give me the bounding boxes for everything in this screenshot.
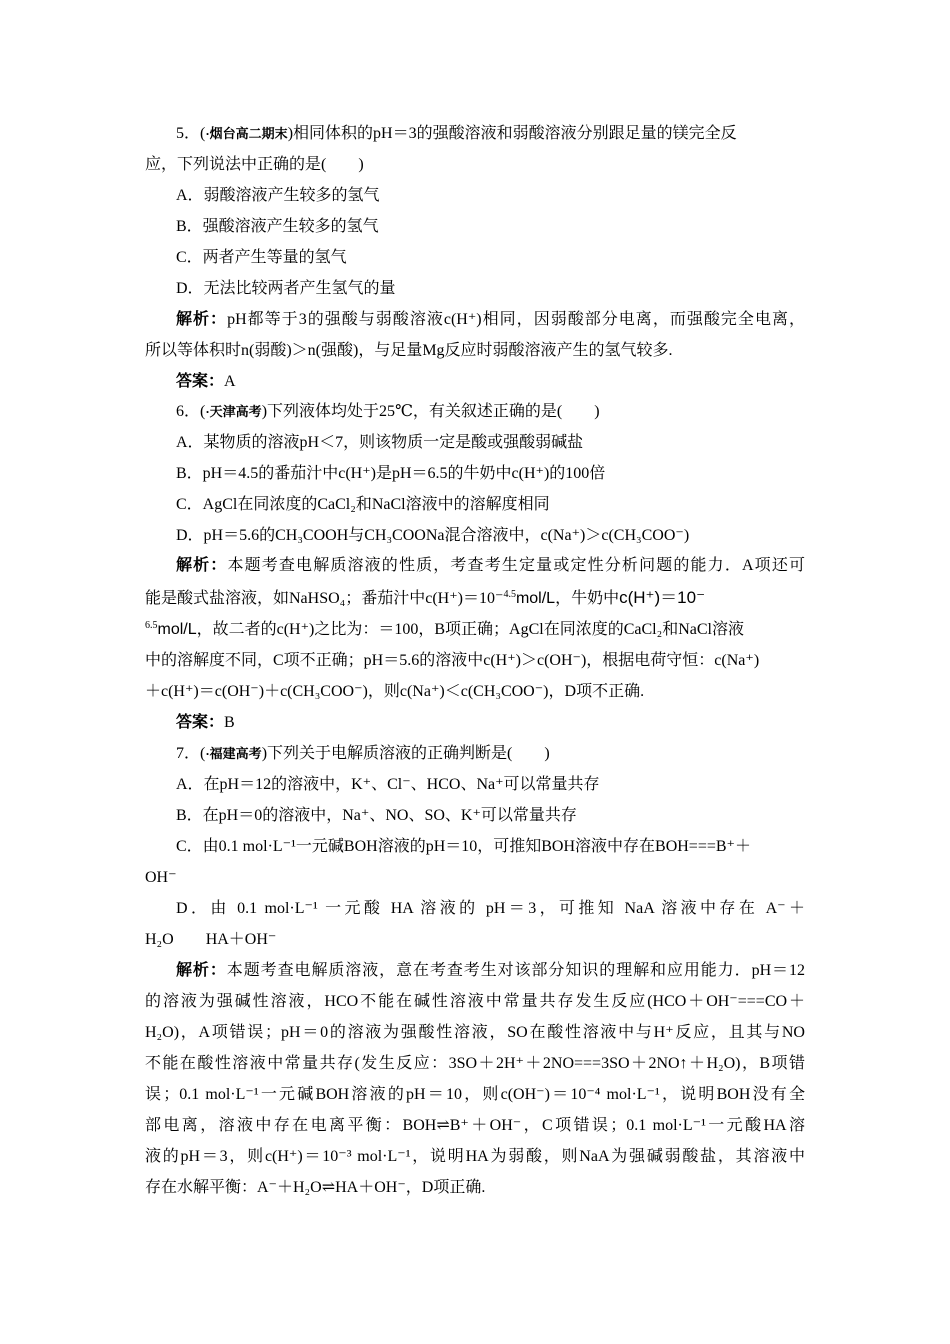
q6-analysis-line-5: ＋c(H⁺)＝c(OH⁻)＋c(CH₃COO⁻)，则c(Na⁺)＜c(CH₃COO⁻)，D项不正确.: [145, 683, 645, 700]
q6-option-d: D．pH＝5.6的CH₃COOH与CH₃COONa混合溶液中，c(Na⁺)＞c(CH₃COO⁻): [176, 527, 690, 544]
q7-analysis-line-1: 解析：本题考查电解质溶液，意在考查考生对该部分知识的理解和应用能力．pH＝12: [176, 962, 805, 979]
q6-option-c: C．AgCl在同浓度的CaCl₂和NaCl溶液中的溶解度相同: [176, 496, 550, 513]
q6-source: ·天津高考: [205, 404, 262, 419]
q5-option-d: D．无法比较两者产生氢气的量: [176, 280, 396, 297]
q7-option-d-line-1: D．由 0.1 mol·L⁻¹ 一元酸 HA 溶液的 pH＝3，可推知 NaA 溶液中存在 A⁻＋: [176, 900, 805, 917]
q6-analysis-line-3: $^{6.5}$mol/L，故二者的c(H⁺)之比为：＝100，B项正确；AgCl在同浓度的CaCl₂和NaCl溶液: [145, 620, 744, 638]
q5-stem-line-1: 5．(·烟台高二期末)相同体积的pH＝3的强酸溶液和弱酸溶液分别跟足量的镁完全反: [176, 125, 737, 142]
q5-analysis-line-1: 解析：pH都等于3的强酸与弱酸溶液c(H⁺)相同，因弱酸部分电离，而强酸完全电离，: [176, 311, 805, 328]
q7-analysis-line-4: 不能在酸性溶液中常量共存(发生反应：3SO＋2H⁺＋2NO===3SO＋2NO↑＋H₂O)，B项错: [145, 1055, 805, 1072]
q7-analysis-line-6: 部电离，溶液中存在电离平衡：BOH⇌B⁺＋OH⁻，C项错误；0.1 mol·L⁻¹一元酸HA溶: [145, 1117, 805, 1134]
q5-stem-line-2: 应，下列说法中正确的是( ): [145, 156, 364, 173]
q5-source: ·烟台高二期末: [205, 126, 288, 141]
q6-analysis-line-2: 能是酸式盐溶液，如NaHSO₄；番茄汁中c(H⁺)＝10⁻$^{4.5}$mol/L，牛奶中c(H⁺)＝10⁻: [145, 588, 706, 607]
q7-option-a: A．在pH＝12的溶液中，K⁺、Cl⁻、HCO、Na⁺可以常量共存: [176, 776, 600, 793]
q5-option-b: B．强酸溶液产生较多的氢气: [176, 218, 379, 235]
q7-analysis-line-2: 的溶液为强碱性溶液，HCO不能在碱性溶液中常量共存发生反应(HCO＋OH⁻===CO＋: [145, 993, 805, 1010]
q6-answer: 答案：B: [176, 714, 235, 731]
q6-option-a: A．某物质的溶液pH＜7，则该物质一定是酸或强酸弱碱盐: [176, 434, 584, 451]
q6-stem: 6．(·天津高考)下列液体均处于25℃，有关叙述正确的是( ): [176, 403, 600, 420]
q7-option-d-line-2: H₂O HA＋OH⁻: [145, 931, 277, 948]
q5-analysis-line-2: 所以等体积时n(弱酸)＞n(强酸)，与足量Mg反应时弱酸溶液产生的氢气较多.: [145, 342, 673, 359]
q7-source: ·福建高考: [205, 746, 262, 761]
q5-option-a: A．弱酸溶液产生较多的氢气: [176, 187, 380, 204]
q6-analysis-line-1: 解析：本题考查电解质溶液的性质，考查考生定量或定性分析问题的能力．A项还可: [176, 557, 805, 574]
q6-option-b: B．pH＝4.5的番茄汁中c(H⁺)是pH＝6.5的牛奶中c(H⁺)的100倍: [176, 465, 606, 482]
q7-analysis-line-5: 误；0.1 mol·L⁻¹一元碱BOH溶液的pH＝10，则c(OH⁻)＝10⁻⁴ mol·L⁻¹，说明BOH没有全: [145, 1086, 805, 1103]
q7-analysis-line-7: 液的pH＝3，则c(H⁺)＝10⁻³ mol·L⁻¹，说明HA为弱酸，则NaA为强碱弱酸盐，其溶液中: [145, 1148, 805, 1165]
q5-answer: 答案：A: [176, 373, 236, 390]
q7-analysis-line-3: H₂O)，A项错误；pH＝0的溶液为强酸性溶液，SO在酸性溶液中与H⁺反应，且其与NO: [145, 1024, 805, 1041]
q7-option-c-line-2: OH⁻: [145, 869, 177, 886]
q7-stem: 7．(·福建高考)下列关于电解质溶液的正确判断是( ): [176, 745, 550, 762]
q7-option-c-line-1: C．由0.1 mol·L⁻¹一元碱BOH溶液的pH＝10，可推知BOH溶液中存在BOH===B⁺＋: [176, 838, 751, 855]
q7-option-b: B．在pH＝0的溶液中，Na⁺、NO、SO、K⁺可以常量共存: [176, 807, 577, 824]
q6-analysis-line-4: 中的溶解度不同，C项不正确；pH＝5.6的溶液中c(H⁺)＞c(OH⁻)，根据电荷守恒：c(Na⁺): [145, 652, 760, 669]
q5-option-c: C．两者产生等量的氢气: [176, 249, 347, 266]
q7-analysis-line-8: 存在水解平衡：A⁻＋H₂O⇌HA＋OH⁻，D项正确.: [145, 1179, 486, 1196]
